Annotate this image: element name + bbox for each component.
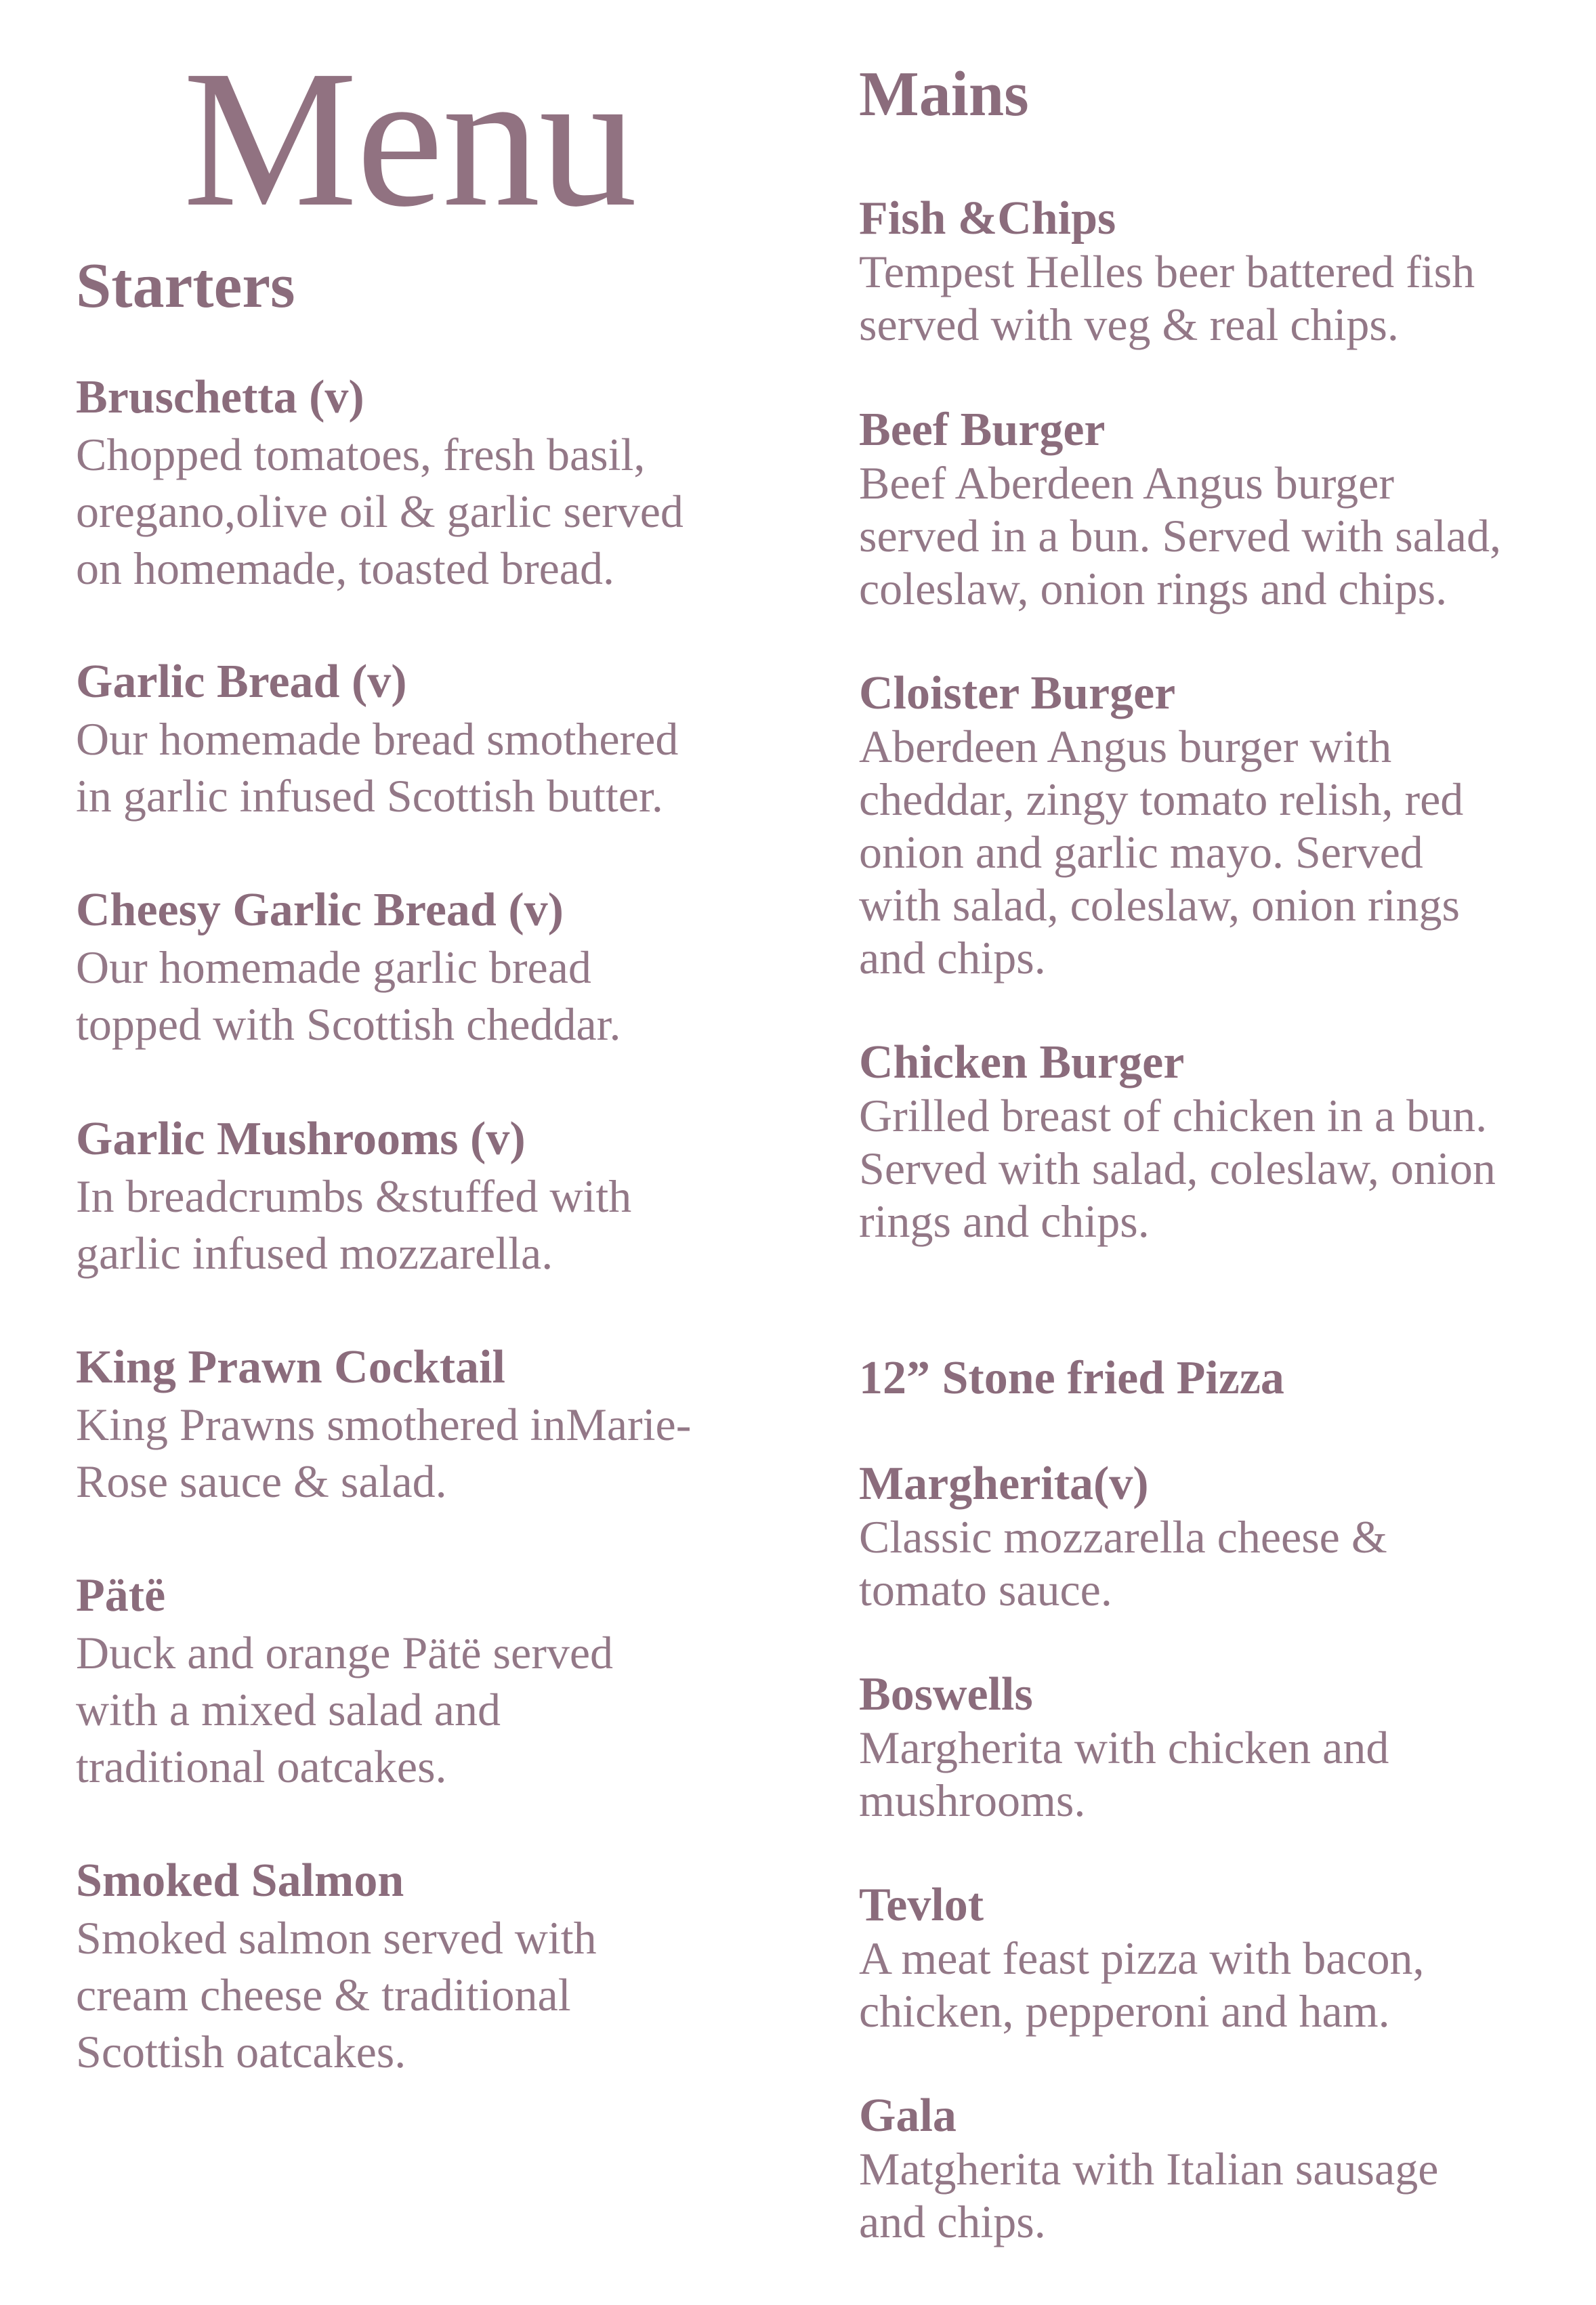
item-name: Garlic Mushrooms (v) xyxy=(76,1113,526,1165)
menu-item xyxy=(76,369,753,597)
menu-item xyxy=(859,1668,1577,1827)
item-description: Tempest Helles beer battered fish served with veg & real chips. xyxy=(859,246,1475,350)
item-name: Garlic Bread (v) xyxy=(76,656,407,708)
item-name: Tevlot xyxy=(859,1879,984,1931)
item-name: Cloister Burger xyxy=(859,667,1176,719)
item-description: Aberdeen Angus burger with cheddar, zingy tomato relish, red onion and garlic mayo. Served with salad, coleslaw, onion rings and chips. xyxy=(859,721,1464,984)
menu-item xyxy=(76,654,753,824)
item-name: Smoked Salmon xyxy=(76,1855,404,1907)
item-description: Grilled breast of chicken in a bun. Served with salad, coleslaw, onion rings and chips. xyxy=(859,1090,1496,1247)
menu-item xyxy=(859,1036,1577,1248)
item-description: In breadcrumbs &stuffed with garlic infused mozzarella. xyxy=(76,1170,632,1279)
item-name: King Prawn Cocktail xyxy=(76,1341,505,1393)
menu-item xyxy=(859,1879,1577,2037)
item-description: Margherita with chicken and mushrooms. xyxy=(859,1722,1389,1826)
item-description: Chopped tomatoes, fresh basil, oregano,olive oil & garlic served on homemade, toasted bread. xyxy=(76,429,684,594)
item-name: Margherita(v) xyxy=(859,1458,1149,1510)
mains-heading: Mains xyxy=(859,59,1029,129)
item-description: Smoked salmon served with cream cheese & traditional Scottish oatcakes. xyxy=(76,1912,597,2077)
item-description: Our homemade bread smothered in garlic infused Scottish butter. xyxy=(76,713,679,822)
menu-item xyxy=(859,1458,1577,1616)
item-description: Matgherita with Italian sausage and chips. xyxy=(859,2143,1439,2247)
item-name: Beef Burger xyxy=(859,404,1106,456)
item-description: Duck and orange Pätë served with a mixed salad and traditional oatcakes. xyxy=(76,1627,614,1792)
item-description: A meat feast pizza with bacon, chicken, pepperoni and ham. xyxy=(859,1932,1425,2037)
menu-item xyxy=(76,1567,753,1795)
item-description: Our homemade garlic bread topped with Scottish cheddar. xyxy=(76,942,621,1050)
item-description: Classic mozzarella cheese & tomato sauce. xyxy=(859,1511,1387,1615)
menu-item xyxy=(859,667,1577,984)
item-name: Fish &Chips xyxy=(859,192,1116,245)
item-name: Bruschetta (v) xyxy=(76,371,364,423)
menu-item xyxy=(859,192,1577,351)
item-description: King Prawns smothered inMarie- Rose sauce & salad. xyxy=(76,1399,692,1507)
item-name: Pätë xyxy=(76,1569,166,1622)
item-description: Beef Aberdeen Angus burger served in a bun. Served with salad, coleslaw, onion rings and chips. xyxy=(859,457,1501,614)
item-name: Gala xyxy=(859,2090,957,2142)
menu-item xyxy=(859,2090,1577,2248)
menu-item xyxy=(76,1111,753,1282)
item-name: Boswells xyxy=(859,1668,1033,1720)
starters-heading: Starters xyxy=(76,251,295,321)
item-name: Chicken Burger xyxy=(859,1036,1185,1088)
menu-title: Menu xyxy=(183,30,636,247)
menu-item xyxy=(76,1339,753,1510)
menu-item xyxy=(76,1853,753,2080)
menu-item xyxy=(76,882,753,1053)
menu-item xyxy=(859,404,1577,615)
item-name: Cheesy Garlic Bread (v) xyxy=(76,884,564,936)
pizza-heading: 12” Stone fried Pizza xyxy=(859,1352,1284,1404)
